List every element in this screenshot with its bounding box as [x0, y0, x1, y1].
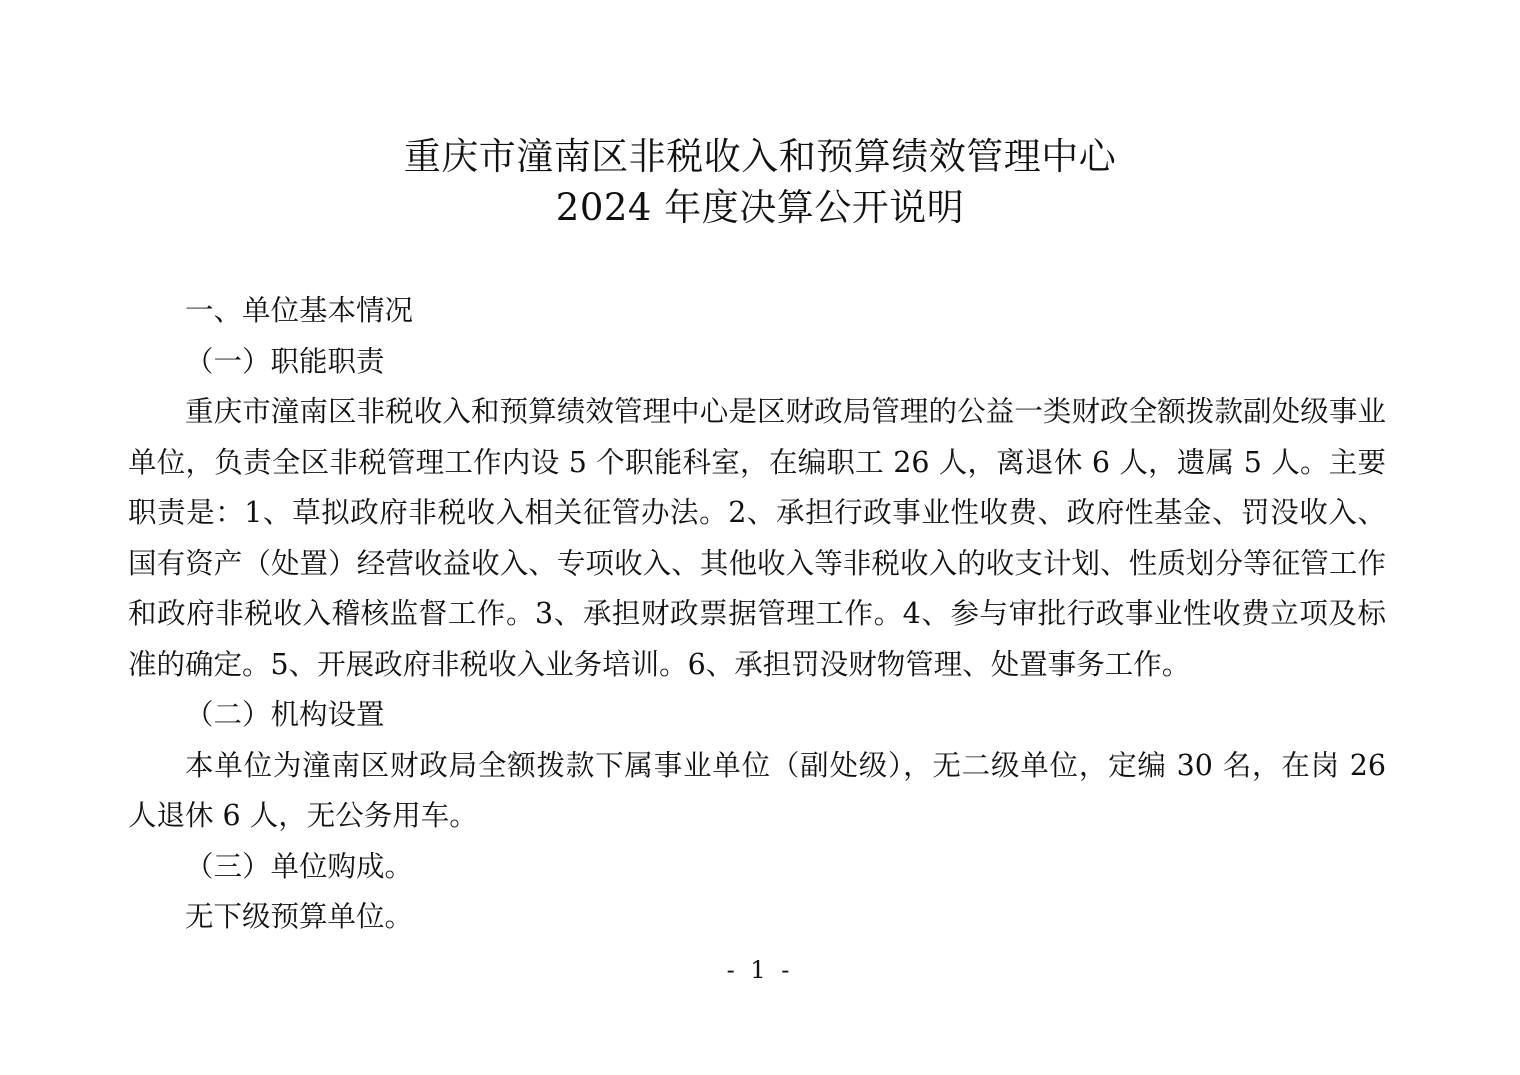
paragraph-organization: 本单位为潼南区财政局全额拨款下属事业单位（副处级），无二级单位，定编 30 名，在岗 26 人退休 6 人，无公务用车。: [128, 748, 1386, 832]
paragraph-functions: 重庆市潼南区非税收入和预算绩效管理中心是区财政局管理的公益一类财政全额拨款副处级事业单位，负责全区非税管理工作内设 5 个职能科室，在编职工 26 人，离退休 6 人，遗属 5 人。主要职责是：1、草拟政府非税收入相关征管办法。2、承担行政事业性收费、政府性基金、罚没收入、国有资产（处置）经营收益收入、专项收入、其他收入等非税收入的收支计划、性质划分等征管工作和政府非税收入稽核监督工作。3、承担财政票据管理工作。4、参与审批行政事业性收费立项及标准的确定。5、开展政府非税收入业务培训。6、承担罚没财物管理、处置事务工作。: [128, 395, 1386, 681]
paragraph-composition: 无下级预算单位。: [185, 900, 414, 933]
document-body: [128, 286, 1386, 943]
subsection-heading-functions: （一）职能职责: [185, 344, 385, 378]
section-heading-basic-info: 一、单位基本情况: [185, 294, 414, 327]
document-title-line2: 2024 年度决算公开说明: [555, 186, 965, 229]
page-number: - 1 -: [726, 956, 794, 984]
document-title-line1: 重庆市潼南区非税收入和预算绩效管理中心: [403, 135, 1117, 178]
subsection-heading-organization: （二）机构设置: [185, 698, 385, 731]
subsection-heading-composition: （三）单位购成。: [185, 849, 414, 883]
